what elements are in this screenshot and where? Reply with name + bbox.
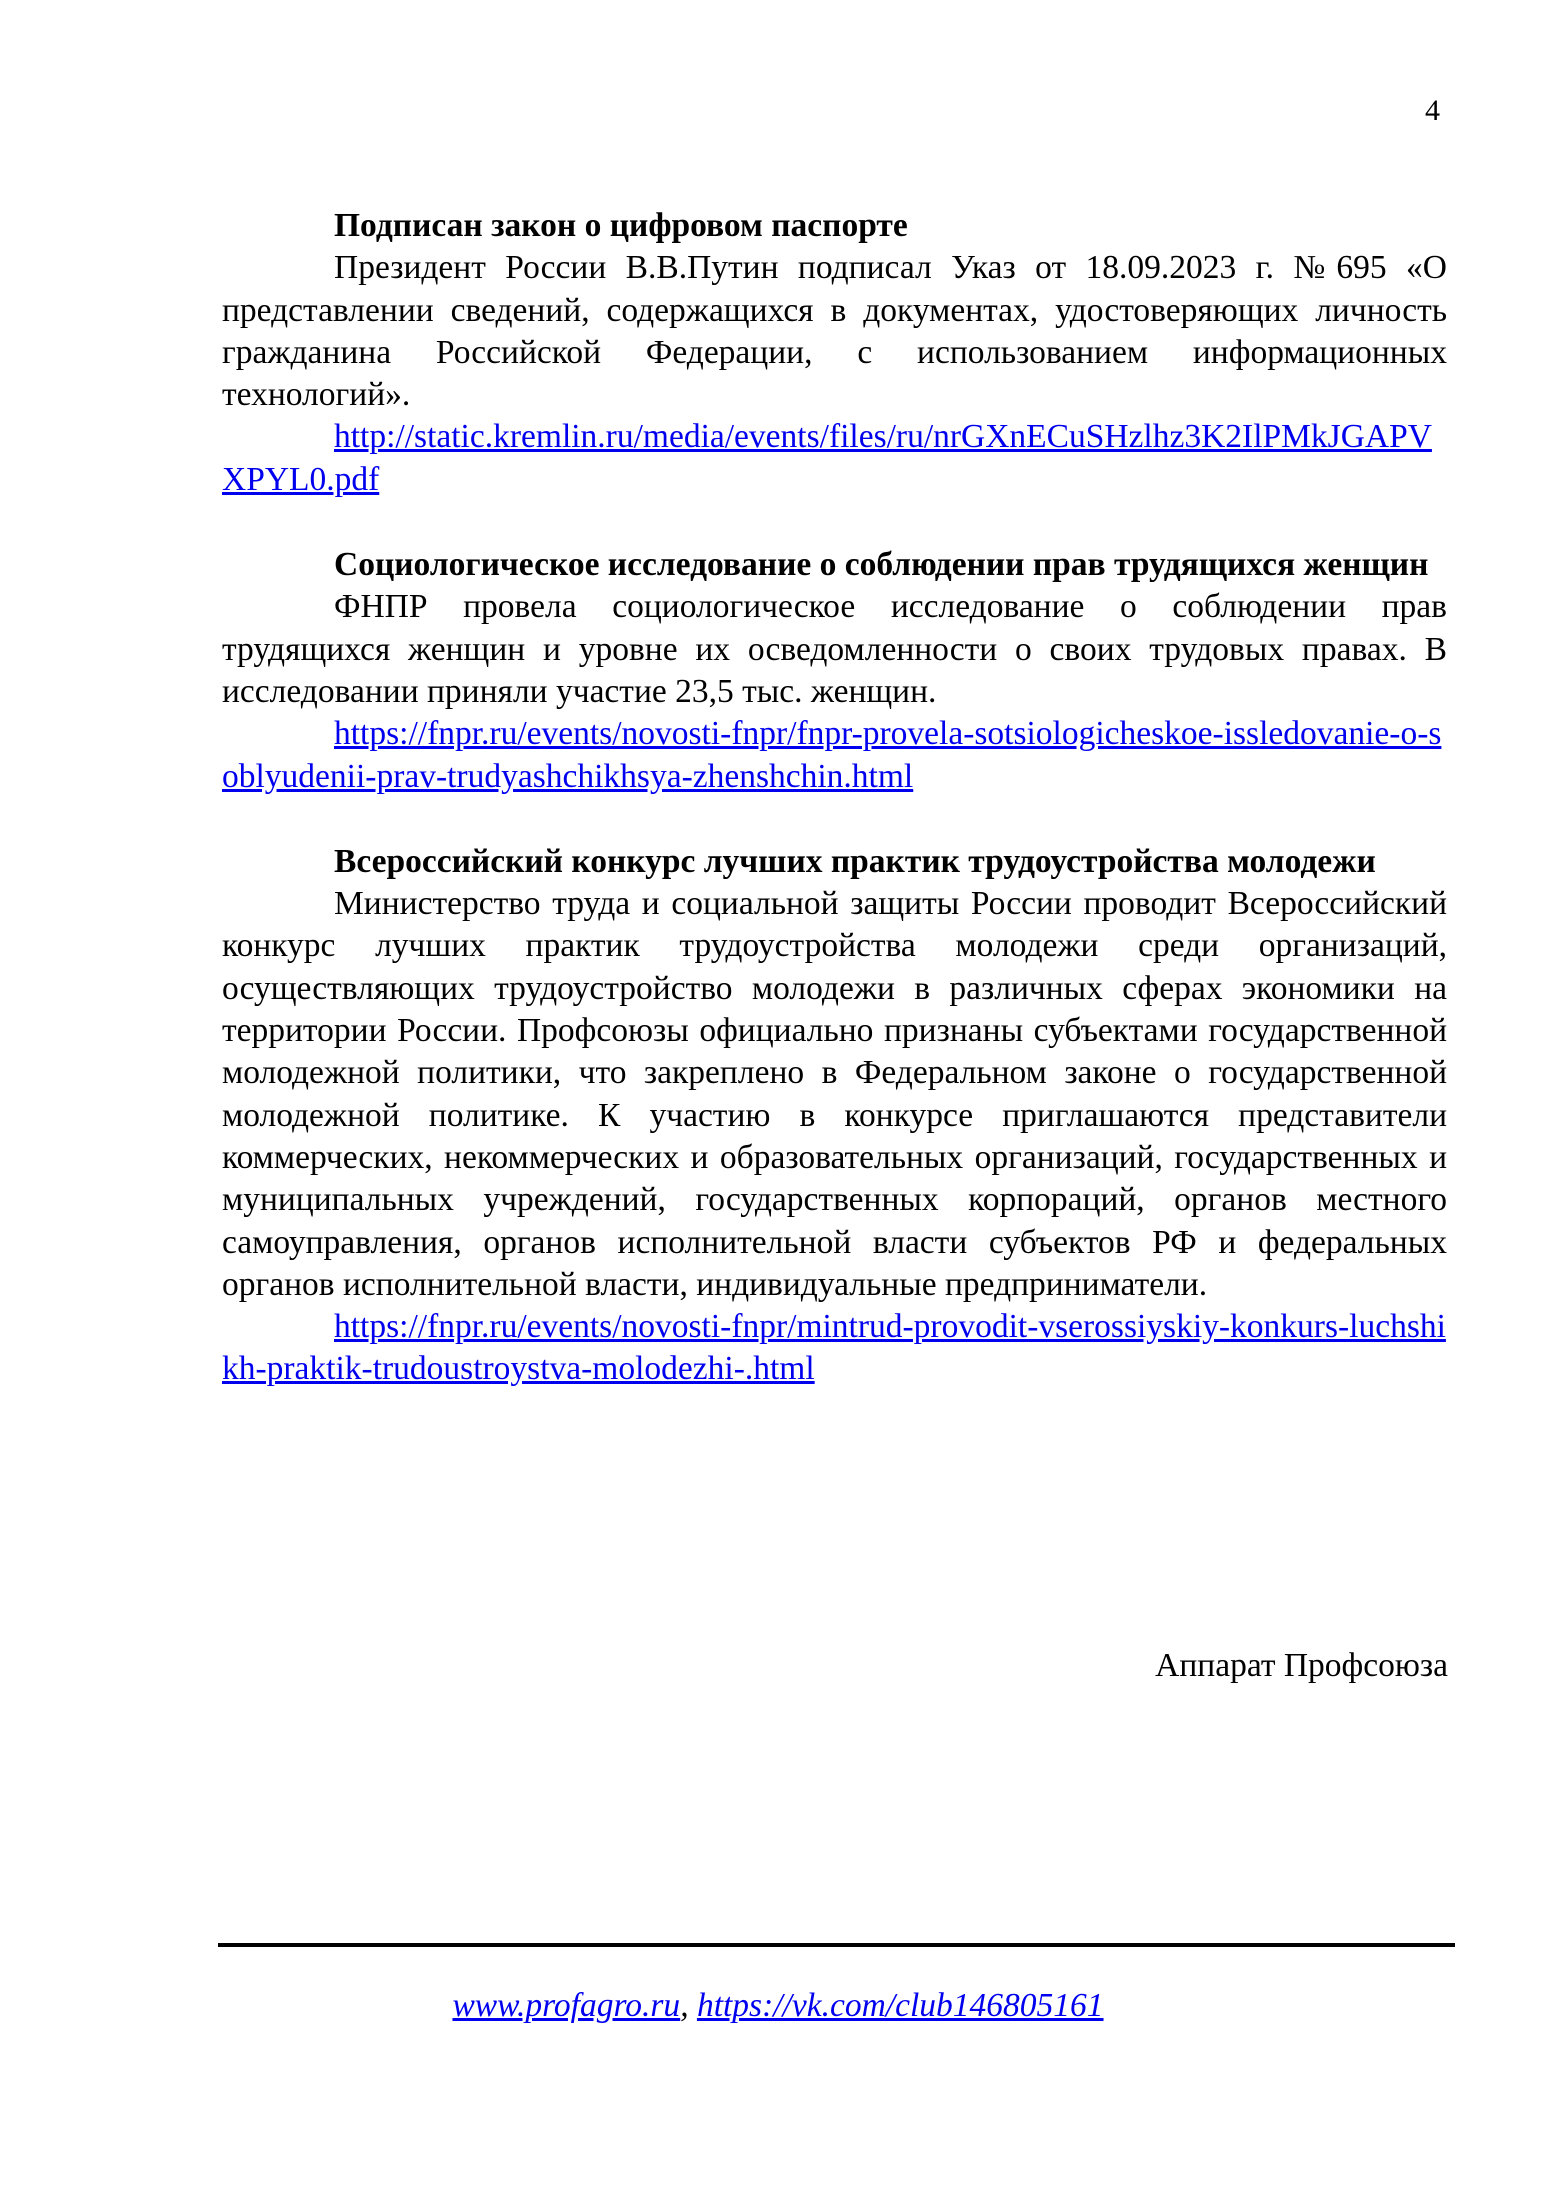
- news-item: [222, 841, 1447, 1391]
- signature: Аппарат Профсоюза: [1155, 1647, 1448, 1684]
- news-text: Министерство труда и социальной защиты России проводит Всероссийский конкурс лучших практик трудоустройства молодежи среди организаций, осуществляющих трудоустройство молодежи в различных сферах экономики на территории России. Профсоюзы официально признаны субъектами государственной молодежной политики, что закреплено в Федеральном законе о государственной молодежной политике. К участию в конкурсе приглашаются представители коммерческих, некоммерческих и образовательных организаций, государственных и муниципальных учреждений, государственных корпораций, органов местного самоуправления, органов исполнительной власти субъектов РФ и федеральных органов исполнительной власти, индивидуальные предприниматели.: [222, 885, 1447, 1303]
- footer-website-link[interactable]: www.profagro.ru: [452, 1987, 681, 2024]
- news-link[interactable]: https://fnpr.ru/events/novosti-fnpr/fnpr-provela-sotsiologicheskoe-issledovanie-o-soblyudenii-prav-trudyashchikhsya-zhenshchin.html: [222, 715, 1442, 795]
- news-item: [222, 205, 1447, 501]
- footer-separator: ,: [680, 1987, 697, 2024]
- footer-vk-link[interactable]: https://vk.com/club146805161: [696, 1987, 1104, 2024]
- footer: [0, 1985, 1556, 2027]
- news-heading: Подписан закон о цифровом паспорте: [334, 207, 908, 244]
- news-item: [222, 544, 1447, 798]
- footer-divider: [218, 1943, 1455, 1947]
- news-text: Президент России В.В.Путин подписал Указ от 18.09.2023 г. №695 «О представлении сведений, содержащихся в документах, удостоверяющих личность гражданина Российской Федерации, с использованием информационных технологий».: [222, 249, 1447, 414]
- news-heading: Всероссийский конкурс лучших практик трудоустройства молодежи: [334, 842, 1376, 880]
- page-number: 4: [1425, 94, 1440, 127]
- document-body: [222, 205, 1447, 1391]
- news-link[interactable]: http://static.kremlin.ru/media/events/files/ru/nrGXnECuSHzlhz3K2IlPMkJGAPVXPYL0.pdf: [222, 418, 1432, 498]
- news-link[interactable]: https://fnpr.ru/events/novosti-fnpr/mintrud-provodit-vserossiyskiy-konkurs-luchshikh-praktik-trudoustroystva-molodezhi-.html: [222, 1308, 1446, 1388]
- news-heading: Социологическое исследование о соблюдении прав трудящихся женщин: [334, 546, 1429, 584]
- news-text: ФНПР провела социологическое исследование о соблюдении прав трудящихся женщин и уровне их осведомленности о своих трудовых правах. В исследовании приняли участие 23,5 тыс. женщин.: [222, 588, 1447, 710]
